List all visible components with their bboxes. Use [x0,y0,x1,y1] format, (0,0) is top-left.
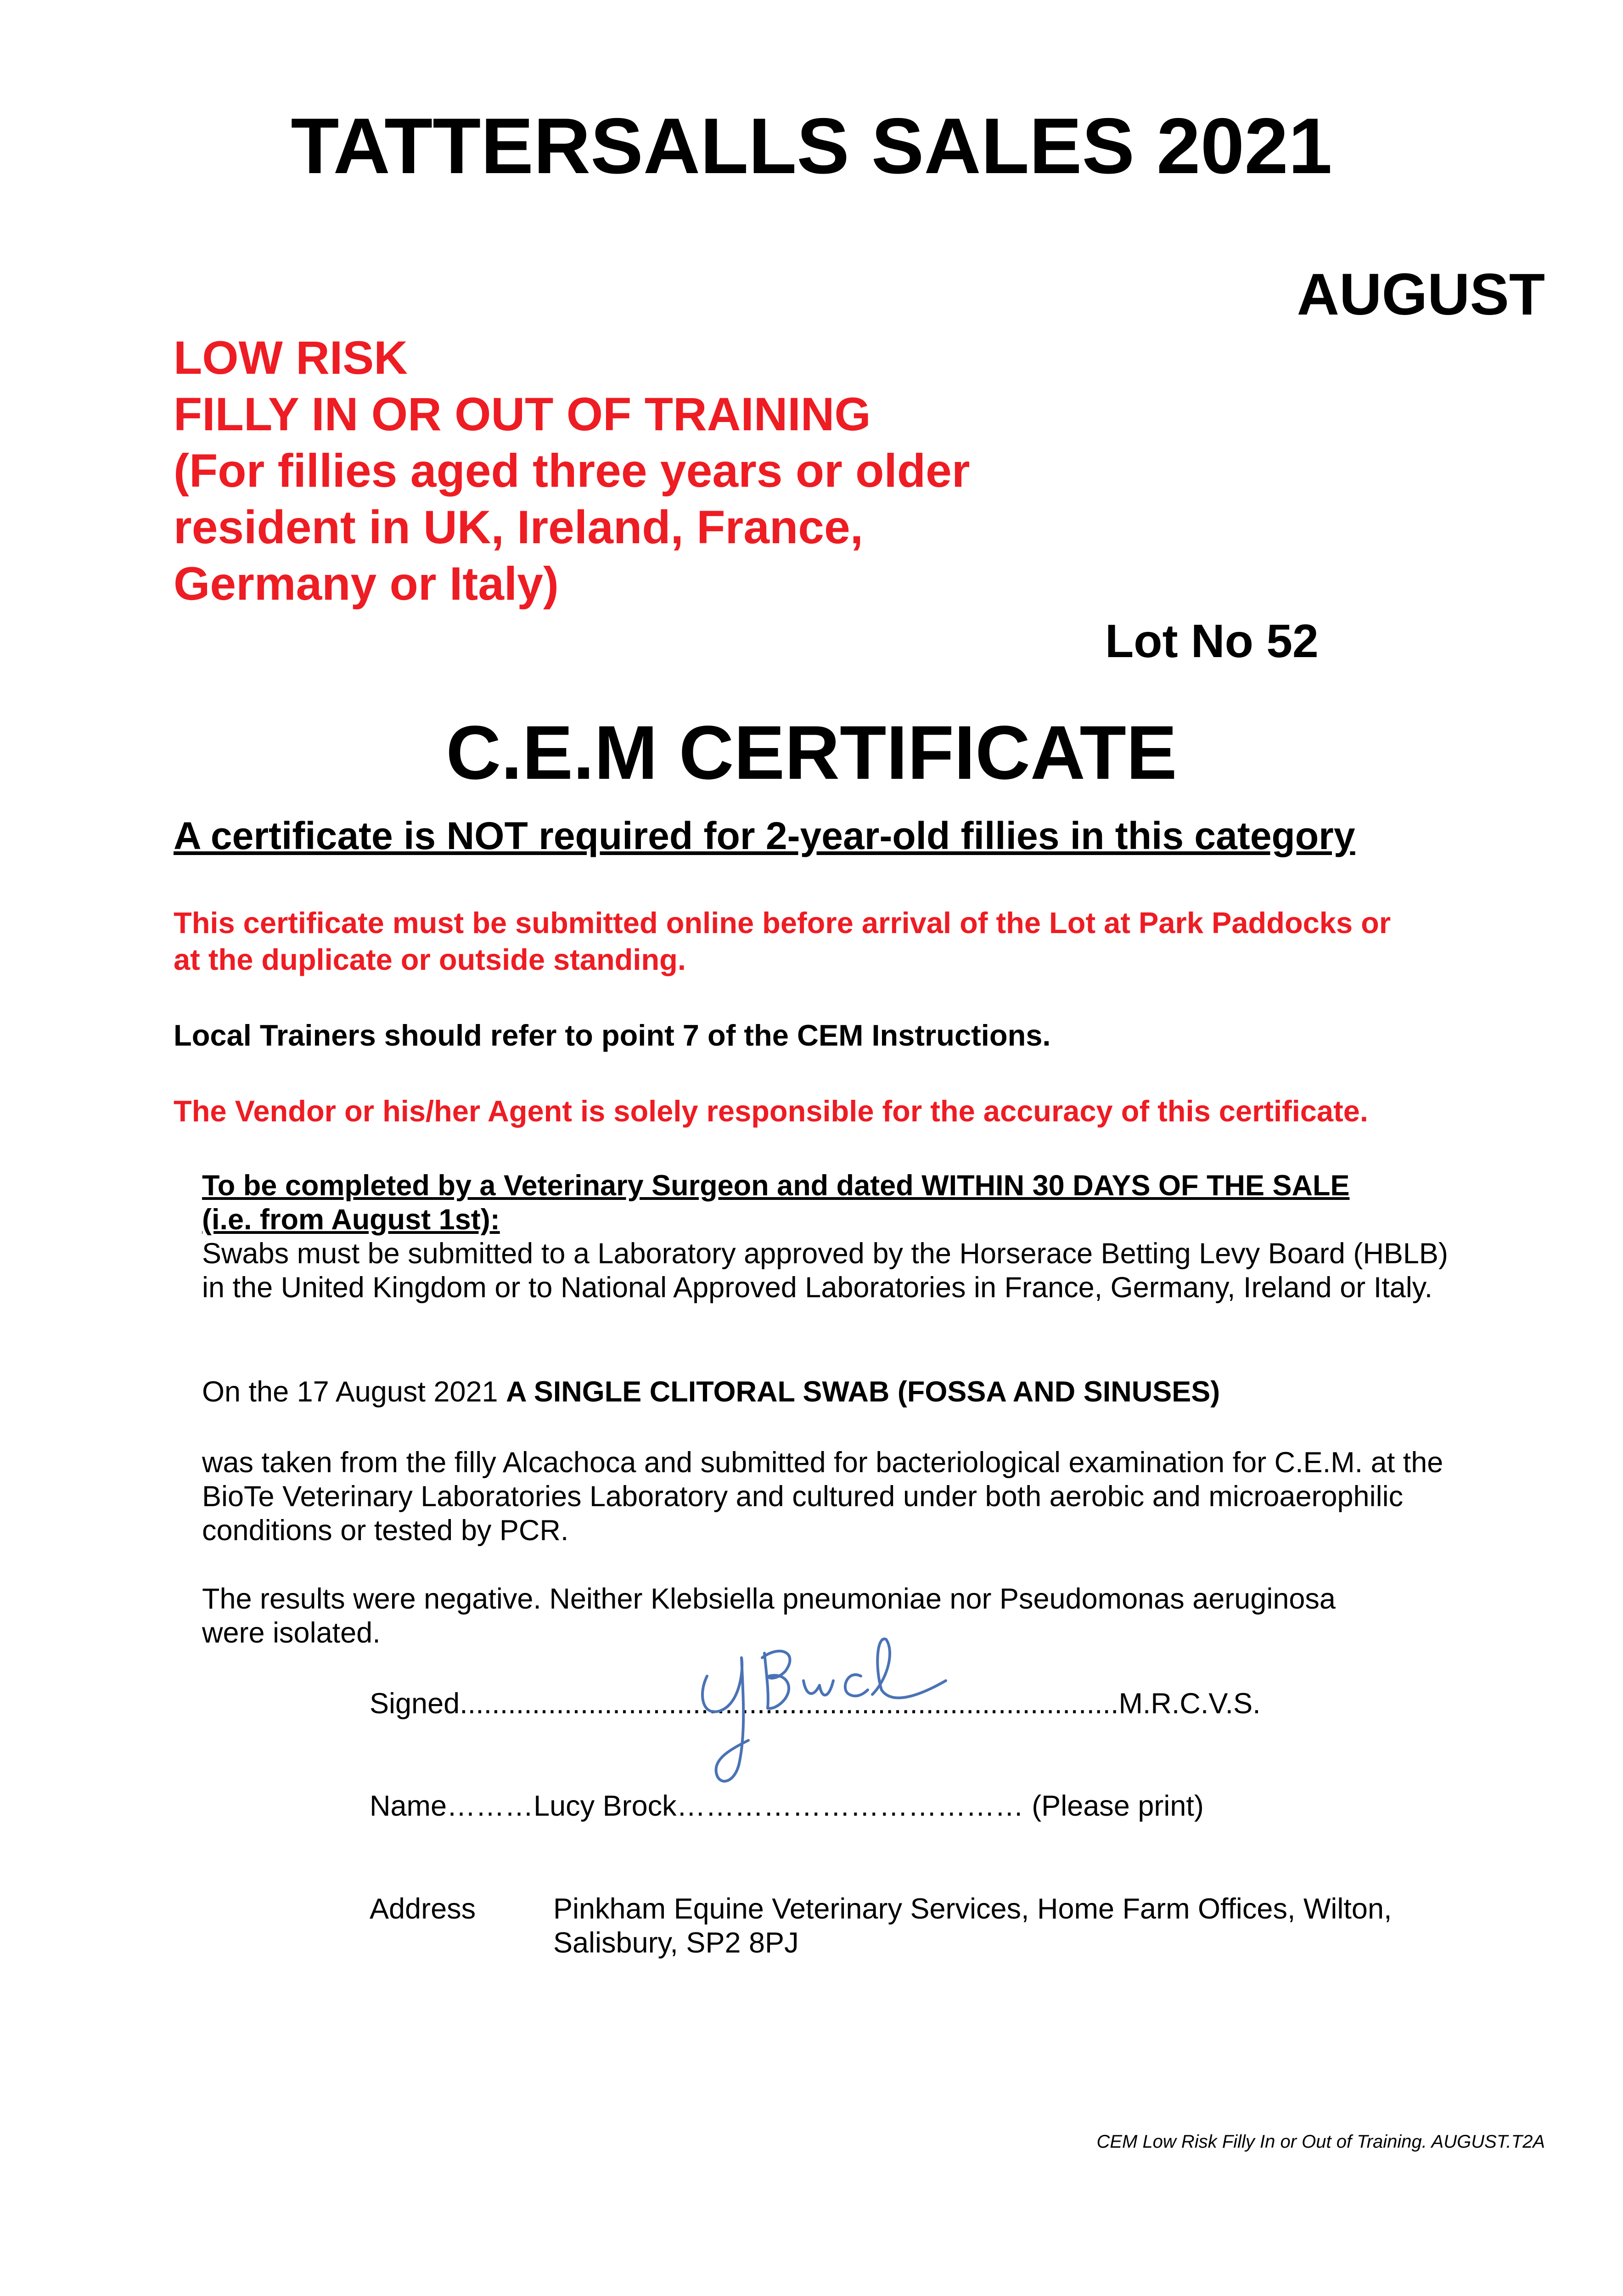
swabs-line: Swabs must be submitted to a Laboratory approved by the Horserace Betting Levy Board (HBLB) [202,1238,1448,1270]
sample-line: BioTe Veterinary Laboratories Laboratory and cultured under both aerobic and microaerophilic [202,1480,1404,1513]
results-line: were isolated. [202,1617,381,1649]
signed-dots: .................................................................................. [460,1688,1119,1720]
vet-heading-line [202,1203,1349,1237]
category-block [174,330,970,612]
vendor-responsibility-note: The Vendor or his/her Agent is solely responsible for the accuracy of this certificate. [174,1094,1368,1128]
vet-section-heading [202,1169,1349,1237]
vet-name: Lucy Brock [534,1790,677,1822]
online-note-line: at the duplicate or outside standing. [174,943,686,976]
lot-number: Lot No 52 [1105,615,1319,667]
sale-month: AUGUST [1297,262,1545,327]
sample-description [202,1446,1443,1548]
sample-date-line [202,1375,1220,1409]
vet-heading-colon: : [490,1204,500,1236]
footer-reference: CEM Low Risk Filly In or Out of Training. AUGUST.T2A [1096,2132,1545,2152]
signed-label: Signed [370,1688,460,1720]
results-line: The results were negative. Neither Klebsiella pneumoniae nor Pseudomonas aeruginosa [202,1583,1336,1615]
category-line: (For fillies aged three years or older [174,445,970,497]
category-line: Germany or Italy) [174,557,559,610]
not-required-note: A certificate is NOT required for 2-year-old fillies in this category [174,814,1355,857]
handwritten-signature [689,1626,983,1791]
address-label: Address [370,1893,476,1925]
qualification: M.R.C.V.S. [1118,1688,1261,1720]
vet-heading-date: (i.e. from August 1st) [202,1204,490,1236]
category-line: LOW RISK [174,332,408,384]
name-line [370,1789,1204,1823]
name-dots: ……………………………… [676,1790,1032,1822]
address-line: Salisbury, SP2 8PJ [553,1927,799,1959]
swab-requirements [202,1237,1448,1305]
address [553,1892,1392,1960]
sample-line: conditions or tested by PCR. [202,1514,569,1547]
online-submission-note [174,905,1391,978]
category-line: FILLY IN OR OUT OF TRAINING [174,388,871,440]
swab-type: A SINGLE CLITORAL SWAB (FOSSA AND SINUSES) [506,1376,1220,1408]
category-line: resident in UK, Ireland, France, [174,501,864,553]
sample-date: On the 17 August 2021 [202,1376,506,1408]
page-title: TATTERSALLS SALES 2021 [291,102,1332,190]
local-trainers-note: Local Trainers should refer to point 7 of the CEM Instructions. [174,1019,1051,1052]
certificate-title: C.E.M CERTIFICATE [446,710,1177,795]
name-label: Name……… [370,1790,534,1822]
sample-line: was taken from the filly Alcachoca and submitted for bacteriological examination for C.E.M. at the [202,1446,1443,1479]
vet-heading-line: To be completed by a Veterinary Surgeon and dated WITHIN 30 DAYS OF THE SALE [202,1170,1350,1202]
address-line: Pinkham Equine Veterinary Services, Home Farm Offices, Wilton, [553,1893,1392,1925]
name-hint: (Please print) [1032,1790,1204,1822]
online-note-line: This certificate must be submitted online before arrival of the Lot at Park Paddocks or [174,906,1391,940]
swabs-line: in the United Kingdom or to National Approved Laboratories in France, Germany, Ireland or Italy. [202,1272,1433,1304]
